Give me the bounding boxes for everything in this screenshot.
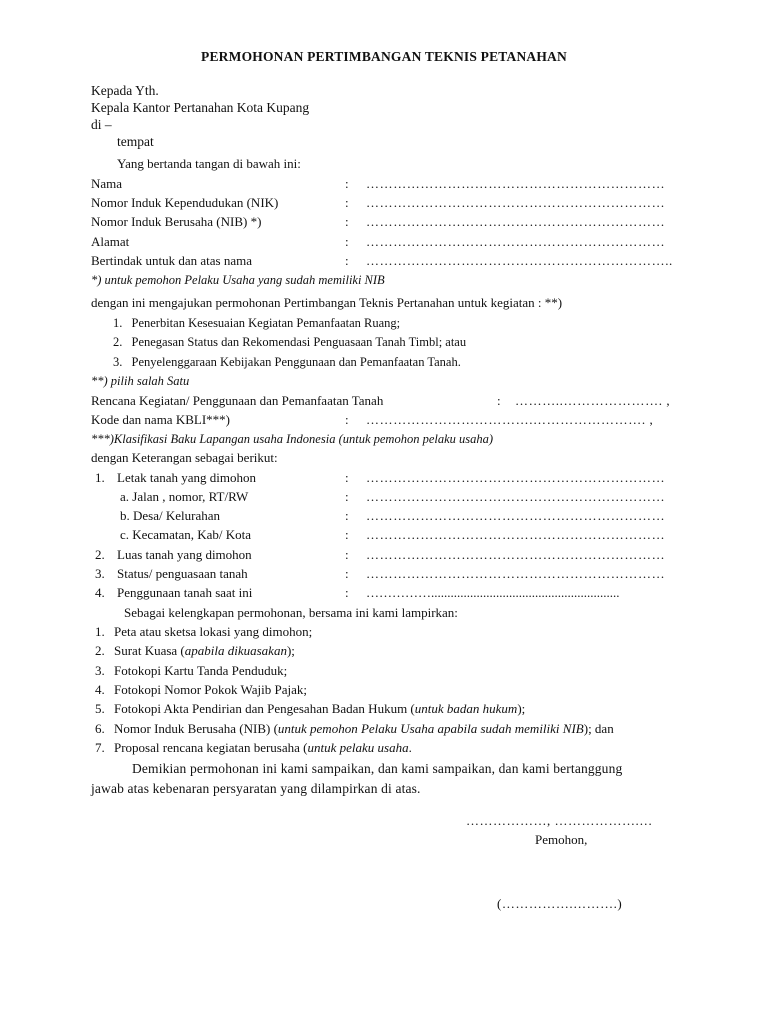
list-number: 7. xyxy=(95,740,105,755)
land-info-label: Luas tanah yang dimohon xyxy=(117,547,252,562)
note-choose: **) pilih salah Satu xyxy=(91,374,190,388)
list-number: 2. xyxy=(95,547,105,562)
land-info-row xyxy=(91,585,691,601)
list-item xyxy=(95,701,525,717)
land-info-row xyxy=(91,566,691,582)
list-number: 1. xyxy=(95,624,105,639)
field-colon: : xyxy=(345,585,349,600)
field-colon: : xyxy=(345,176,349,191)
field-label: Bertindak untuk dan atas nama xyxy=(91,253,253,268)
attachment-suffix: . xyxy=(408,740,412,755)
address-line-2: Kepala Kantor Pertanahan Kota Kupang xyxy=(91,100,310,115)
plan-label: Rencana Kegiatan/ Penggunaan dan Pemanfaatan Tanah xyxy=(91,393,384,408)
field-label: Nomor Induk Kependudukan (NIK) xyxy=(91,195,279,210)
attachment-text: Fotokopi Nomor Pokok Wajib Pajak; xyxy=(114,682,307,697)
land-info-label: Letak tanah yang dimohon xyxy=(117,470,256,485)
field-fill-line[interactable]: ………………………………………………………… xyxy=(366,195,666,210)
land-info-label: a. Jalan , nomor, RT/RW xyxy=(120,489,249,504)
field-label: Nama xyxy=(91,176,123,191)
address-line-1: Kepada Yth. xyxy=(91,83,159,98)
field-fill-line[interactable]: ………………………………………………………… xyxy=(366,527,666,542)
field-fill-line[interactable]: ………………………………………………………… xyxy=(366,508,666,523)
kbli-label: Kode dan nama KBLI***) xyxy=(91,412,230,427)
field-colon: : xyxy=(345,489,349,504)
attachment-note: untuk badan hukum xyxy=(414,701,518,716)
field-colon: : xyxy=(345,234,349,249)
address-line-3: di – xyxy=(91,117,112,132)
attachment-text: Fotokopi Kartu Tanda Penduduk; xyxy=(114,663,288,678)
list-number: 3. xyxy=(113,355,123,369)
land-info-label: b. Desa/ Kelurahan xyxy=(120,508,220,523)
list-item xyxy=(95,643,295,659)
attachment-text: Proposal rencana kegiatan berusaha ( xyxy=(114,740,308,755)
applicant-title: Pemohon, xyxy=(535,832,588,847)
list-text: Penyelenggaraan Kebijakan Penggunaan dan Pemanfaatan Tanah. xyxy=(131,355,461,369)
field-label: Alamat xyxy=(91,234,130,249)
attachment-note: untuk pemohon Pelaku Usaha apabila sudah memiliki NIB xyxy=(277,721,584,736)
page-title: PERMOHONAN PERTIMBANGAN TEKNIS PETANAHAN xyxy=(201,49,567,64)
attachment-note: untuk pelaku usaha xyxy=(307,740,409,755)
field-fill-line[interactable]: ………………………………………………………… xyxy=(366,214,666,229)
list-number: 3. xyxy=(95,566,105,581)
list-item xyxy=(95,682,307,698)
closing-line-1: Demikian permohonan ini kami sampaikan, dan kami sampaikan, dan kami bertanggung xyxy=(132,761,623,776)
plan-row xyxy=(91,393,691,409)
field-colon: : xyxy=(345,470,349,485)
list-item xyxy=(95,740,412,756)
request-text: dengan ini mengajukan permohonan Pertimbangan Teknis Pertanahan untuk kegiatan : **) xyxy=(91,295,563,310)
land-info-row xyxy=(91,489,691,505)
list-number: 4. xyxy=(95,585,105,600)
attachment-text: Nomor Induk Berusaha (NIB) ( xyxy=(114,721,278,736)
plan-fill-line[interactable]: ………..…………………. , xyxy=(515,393,671,408)
land-info-label: c. Kecamatan, Kab/ Kota xyxy=(120,527,252,542)
list-number: 5. xyxy=(95,701,105,716)
list-text: Penegasan Status dan Rekomendasi Penguasaan Tanah Timbl; atau xyxy=(131,335,467,349)
land-info-row xyxy=(91,470,691,486)
list-text: Penerbitan Kesesuaian Kegiatan Pemanfaatan Ruang; xyxy=(131,316,401,330)
address-line-4: tempat xyxy=(117,134,154,149)
list-item xyxy=(113,354,461,370)
attachment-suffix: ); xyxy=(286,643,295,658)
kbli-fill-line[interactable]: ……………………………….……………………. , xyxy=(366,412,654,427)
list-number: 6. xyxy=(95,721,105,736)
signature-field[interactable]: (…………….……….) xyxy=(497,896,623,911)
info-intro: dengan Keterangan sebagai berikut: xyxy=(91,450,278,465)
attachment-text: Surat Kuasa ( xyxy=(114,643,185,658)
list-number: 1. xyxy=(95,470,105,485)
land-info-row xyxy=(91,527,691,543)
field-colon: : xyxy=(345,195,349,210)
field-fill-line[interactable]: ………………………………………………………… xyxy=(366,489,666,504)
field-colon: : xyxy=(345,214,349,229)
list-item xyxy=(95,663,287,679)
note-kbli: ***)Klasifikasi Baku Lapangan usaha Indonesia (untuk pemohon pelaku usaha) xyxy=(91,432,494,446)
list-number: 2. xyxy=(95,643,105,658)
field-row xyxy=(91,195,691,211)
attachment-text: Peta atau sketsa lokasi yang dimohon; xyxy=(114,624,313,639)
attachments-intro: Sebagai kelengkapan permohonan, bersama ini kami lampirkan: xyxy=(124,605,458,620)
plan-colon: : xyxy=(497,393,501,408)
list-number: 3. xyxy=(95,663,105,678)
field-fill-line[interactable]: ………………………………………………………… xyxy=(366,547,666,562)
list-number: 1. xyxy=(113,316,123,330)
closing-line-2: jawab atas kebenaran persyaratan yang dilampirkan di atas. xyxy=(91,781,421,796)
attachment-text: Fotokopi Akta Pendirian dan Pengesahan Badan Hukum ( xyxy=(114,701,415,716)
list-item xyxy=(95,624,312,640)
list-item xyxy=(95,721,614,737)
place-date-field[interactable]: ………………, ……………….… xyxy=(466,813,653,828)
field-fill-line[interactable]: ………………………………………………………….. xyxy=(366,253,673,268)
field-row xyxy=(91,234,691,250)
attachment-suffix: ); dan xyxy=(583,721,614,736)
kbli-row xyxy=(91,412,691,428)
land-info-label: Penggunaan tanah saat ini xyxy=(117,585,253,600)
list-item xyxy=(113,315,400,331)
list-number: 2. xyxy=(113,335,123,349)
field-fill-line[interactable]: ………………………………………………………… xyxy=(366,470,666,485)
list-number: 4. xyxy=(95,682,105,697)
land-info-label: Status/ penguasaan tanah xyxy=(117,566,248,581)
land-info-row xyxy=(91,547,691,563)
field-colon: : xyxy=(345,566,349,581)
field-fill-line[interactable]: ………………………………………………………… xyxy=(366,234,666,249)
field-fill-line[interactable]: …………….......................................................... xyxy=(366,585,620,600)
field-colon: : xyxy=(345,547,349,562)
field-colon: : xyxy=(345,253,349,268)
field-colon: : xyxy=(345,527,349,542)
land-info-row xyxy=(91,508,691,524)
field-row xyxy=(91,176,691,192)
intro-text: Yang bertanda tangan di bawah ini: xyxy=(117,156,301,171)
attachment-note: apabila dikuasakan xyxy=(184,643,287,658)
field-colon: : xyxy=(345,508,349,523)
field-row xyxy=(91,214,691,230)
note-nib: *) untuk pemohon Pelaku Usaha yang sudah memiliki NIB xyxy=(91,273,385,287)
field-label: Nomor Induk Berusaha (NIB) *) xyxy=(91,214,262,229)
kbli-colon: : xyxy=(345,412,349,427)
field-row xyxy=(91,253,691,269)
field-fill-line[interactable]: ………………………………………………………… xyxy=(366,566,666,581)
attachment-suffix: ); xyxy=(517,701,526,716)
field-fill-line[interactable]: ………………………………………………………… xyxy=(366,176,666,191)
list-item xyxy=(113,334,466,350)
